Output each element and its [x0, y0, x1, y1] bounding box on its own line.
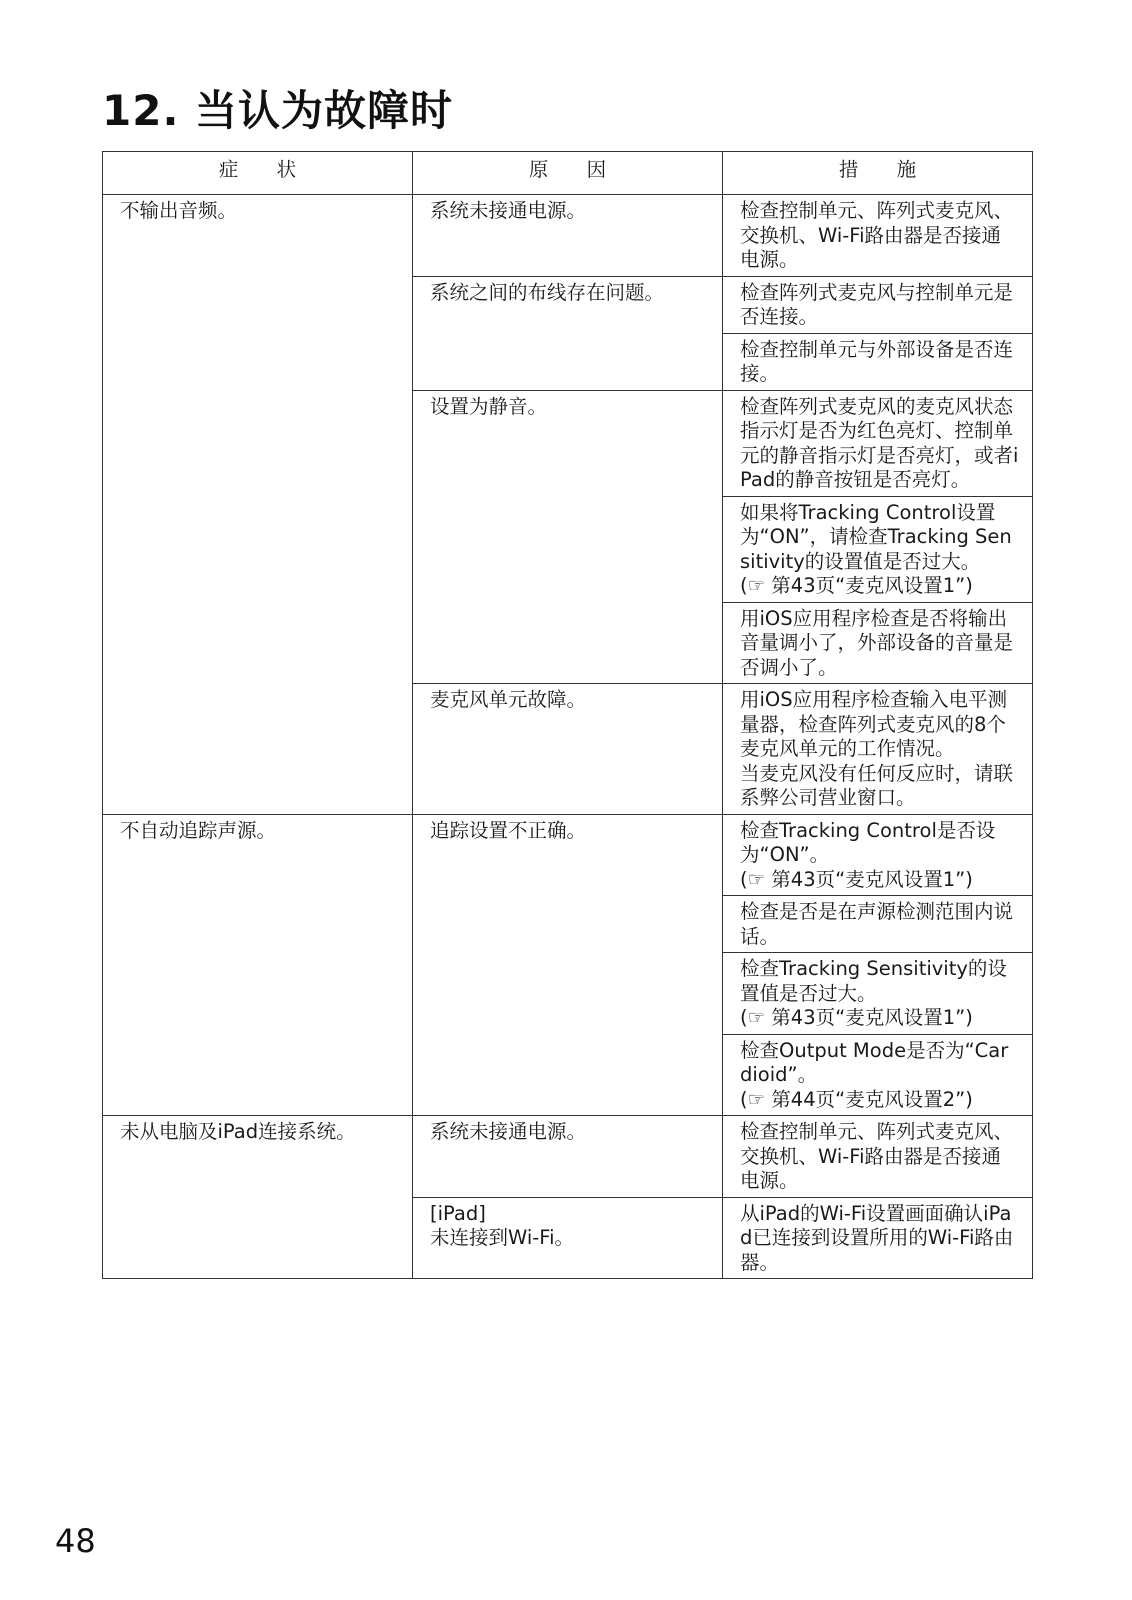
measure-cell: 检查控制单元与外部设备是否连接。 [723, 333, 1033, 390]
measure-cell: 用iOS应用程序检查是否将输出音量调小了，外部设备的音量是否调小了。 [723, 602, 1033, 684]
troubleshooting-table [102, 151, 1033, 1279]
table-body [103, 195, 1033, 1279]
measure-cell: 如果将Tracking Control设置为“ON”，请检查Tracking Sensitivity的设置值是否过大。 (☞ 第43页“麦克风设置1”) [723, 496, 1033, 602]
symptom-cell: 不输出音频。 [103, 195, 413, 815]
cause-cell: 设置为静音。 [413, 390, 723, 684]
measure-cell: 从iPad的Wi-Fi设置画面确认iPad已连接到设置所用的Wi-Fi路由器。 [723, 1197, 1033, 1279]
cause-cell: 系统未接通电源。 [413, 1116, 723, 1198]
measure-cell: 检查控制单元、阵列式麦克风、交换机、Wi-Fi路由器是否接通电源。 [723, 1116, 1033, 1198]
measure-cell: 检查控制单元、阵列式麦克风、交换机、Wi-Fi路由器是否接通电源。 [723, 195, 1033, 277]
cause-cell: [iPad] 未连接到Wi-Fi。 [413, 1197, 723, 1279]
measure-cell: 检查Tracking Control是否设为“ON”。 (☞ 第43页“麦克风设置1”) [723, 814, 1033, 896]
symptom-cell: 未从电脑及iPad连接系统。 [103, 1116, 413, 1279]
measure-cell: 检查是否是在声源检测范围内说话。 [723, 896, 1033, 953]
measure-cell: 检查Output Mode是否为“Cardioid”。 (☞ 第44页“麦克风设置2”) [723, 1034, 1033, 1116]
cause-cell: 系统未接通电源。 [413, 195, 723, 277]
symptom-cell: 不自动追踪声源。 [103, 814, 413, 1116]
table-row [103, 814, 1033, 896]
header-cause: 原 因 [413, 152, 723, 195]
cause-cell: 系统之间的布线存在问题。 [413, 276, 723, 390]
measure-cell: 检查Tracking Sensitivity的设置值是否过大。 (☞ 第43页“麦克风设置1”) [723, 953, 1033, 1035]
table-header-row [103, 152, 1033, 195]
cause-cell: 追踪设置不正确。 [413, 814, 723, 1116]
measure-cell: 用iOS应用程序检查输入电平测量器，检查阵列式麦克风的8个麦克风单元的工作情况。 当麦克风没有任何反应时，请联系弊公司营业窗口。 [723, 684, 1033, 815]
header-measure: 措 施 [723, 152, 1033, 195]
table-row [103, 195, 1033, 277]
table-row [103, 1116, 1033, 1198]
page-number: 48 [55, 1522, 96, 1560]
page-title: 12. 当认为故障时 [102, 86, 454, 135]
header-symptom: 症 状 [103, 152, 413, 195]
measure-cell: 检查阵列式麦克风的麦克风状态指示灯是否为红色亮灯、控制单元的静音指示灯是否亮灯，或者iPad的静音按钮是否亮灯。 [723, 390, 1033, 496]
cause-cell: 麦克风单元故障。 [413, 684, 723, 815]
measure-cell: 检查阵列式麦克风与控制单元是否连接。 [723, 276, 1033, 333]
